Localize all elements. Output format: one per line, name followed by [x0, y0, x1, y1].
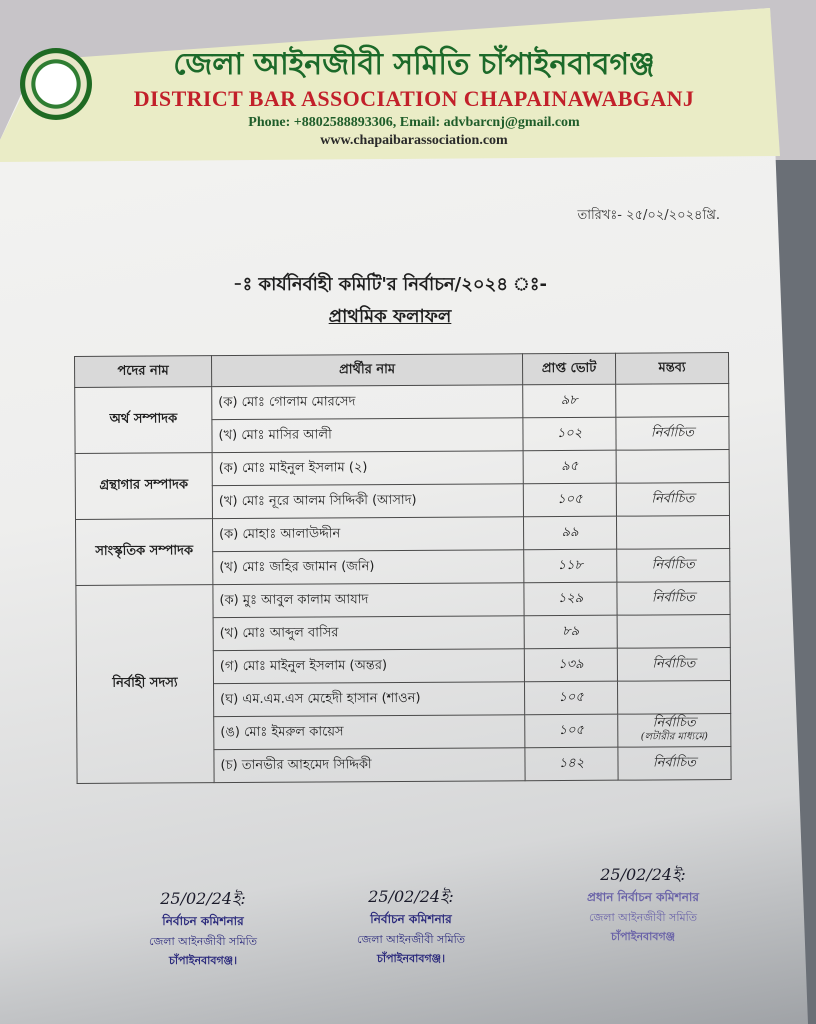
signature-date: 25/02/24ই: — [600, 865, 686, 884]
table-row — [75, 515, 729, 552]
vote-count: ১০২ — [523, 417, 616, 451]
signature-block — [326, 884, 496, 969]
letterhead-name-bangla: জেলা আইনজীবী সমিতি চাঁপাইনবাবগঞ্জ — [173, 47, 655, 82]
remark: নির্বাচিত — [617, 548, 730, 582]
vote-count: ৯৫ — [523, 450, 616, 484]
table-header-row — [75, 353, 729, 388]
remark — [616, 384, 729, 418]
signature-title: নির্বাচন কমিশনার — [370, 912, 452, 926]
vote-count: ১৩৯ — [524, 648, 617, 682]
remark-note: (লটারীর মাধ্যমে) — [640, 731, 708, 743]
document-date: তারিখঃ- ২৫/০২/২০২৪খ্রি. — [577, 208, 720, 223]
remark: নির্বাচিত — [616, 482, 729, 516]
table-row — [75, 384, 729, 421]
signature-place: চাঁপাইনবাবগঞ্জ। — [168, 954, 238, 967]
signature-place: চাঁপাইনবাবগঞ্জ। — [376, 952, 446, 965]
candidate-name: (খ) মোঃ নূরে আলম সিদ্দিকী (আসাদ) — [212, 484, 523, 519]
post-cell: অর্থ সম্পাদক — [75, 387, 212, 454]
vote-count: ১০৫ — [523, 483, 616, 517]
candidate-name: (ক) মোঃ গোলাম মোরসেদ — [212, 385, 523, 420]
remark: নির্বাচিত — [617, 581, 730, 615]
candidate-name: (গ) মোঃ মাইনুল ইসলাম (অন্তর) — [213, 649, 524, 684]
vote-count: ৮৯ — [524, 615, 617, 649]
remark: নির্বাচিত — [616, 417, 729, 451]
results-table — [74, 352, 732, 784]
candidate-name: (ক) মোঃ মাইনুল ইসলাম (২) — [212, 451, 523, 486]
signature-title: নির্বাচন কমিশনার — [162, 914, 244, 928]
letterhead-name-english: DISTRICT BAR ASSOCIATION CHAPAINAWABGANJ — [133, 86, 695, 111]
candidate-name: (খ) মোঃ জহির জামান (জনি) — [213, 550, 524, 585]
table-row — [76, 581, 730, 618]
signature-block — [118, 886, 288, 971]
post-cell: নির্বাহী সদস্য — [76, 585, 214, 784]
post-cell: গ্রন্থাগার সম্পাদক — [75, 453, 212, 520]
remark: নির্বাচিত — [652, 715, 696, 731]
vote-count: ৯৯ — [523, 516, 616, 550]
signature-place: চাঁপাইনবাবগঞ্জ — [610, 930, 676, 943]
candidate-name: (খ) মোঃ আব্দুল বাসির — [213, 616, 524, 651]
vote-count: ১৪২ — [525, 747, 618, 781]
candidate-name: (ঙ) মোঃ ইমরুল কায়েস — [214, 715, 525, 750]
header-votes: প্রাপ্ত ভোট — [522, 353, 615, 385]
document-title: -ঃ কার্যনির্বাহী কমিটি'র নির্বাচন/২০২৪ ঃ- — [233, 274, 547, 295]
remark — [616, 515, 729, 549]
signature-org: জেলা আইনজীবী সমিতি — [149, 935, 257, 948]
vote-count: ১২৯ — [524, 582, 617, 616]
letterhead-website: www.chapaibarassociation.com — [320, 133, 508, 148]
header-remarks: মন্তব্য — [615, 353, 728, 385]
table-row — [75, 450, 729, 487]
candidate-name: (চ) তানভীর আহমেদ সিদ্দিকী — [214, 748, 525, 783]
letterhead-contact: Phone: +8802588893306, Email: advbarcnj@gmail.com — [248, 115, 580, 130]
remark — [616, 450, 729, 484]
header-post: পদের নাম — [75, 356, 212, 388]
vote-count: ১০৫ — [525, 714, 618, 748]
candidate-name: (খ) মোঃ মাসির আলী — [212, 418, 523, 453]
remark — [617, 614, 730, 648]
post-cell: সাংস্কৃতিক সম্পাদক — [75, 519, 212, 586]
bar-association-logo-icon — [20, 48, 92, 120]
header-candidate: প্রার্থীর নাম — [212, 354, 523, 387]
signature-date: 25/02/24ই: — [368, 887, 454, 906]
remark: নির্বাচিত — [617, 647, 730, 681]
vote-count: ৯৮ — [523, 384, 616, 418]
remark — [617, 680, 730, 714]
vote-count: ১০৫ — [524, 681, 617, 715]
vote-count: ১১৮ — [524, 549, 617, 583]
document-subtitle: প্রাথমিক ফলাফল — [328, 306, 452, 327]
candidate-name: (ঘ) এম.এম.এস মেহেদী হাসান (শাওন) — [214, 682, 525, 717]
candidate-name: (ক) মুঃ আবুল কালাম আযাদ — [213, 583, 524, 618]
signature-title: প্রধান নির্বাচন কমিশনার — [587, 890, 699, 904]
signature-org: জেলা আইনজীবী সমিতি — [357, 933, 465, 946]
remark-cell — [618, 713, 731, 747]
remark: নির্বাচিত — [618, 746, 731, 780]
signature-block — [548, 862, 738, 947]
signature-date: 25/02/24ই: — [160, 889, 246, 908]
candidate-name: (ক) মোহাঃ আলাউদ্দীন — [212, 517, 523, 552]
signature-org: জেলা আইনজীবী সমিতি — [589, 911, 697, 924]
